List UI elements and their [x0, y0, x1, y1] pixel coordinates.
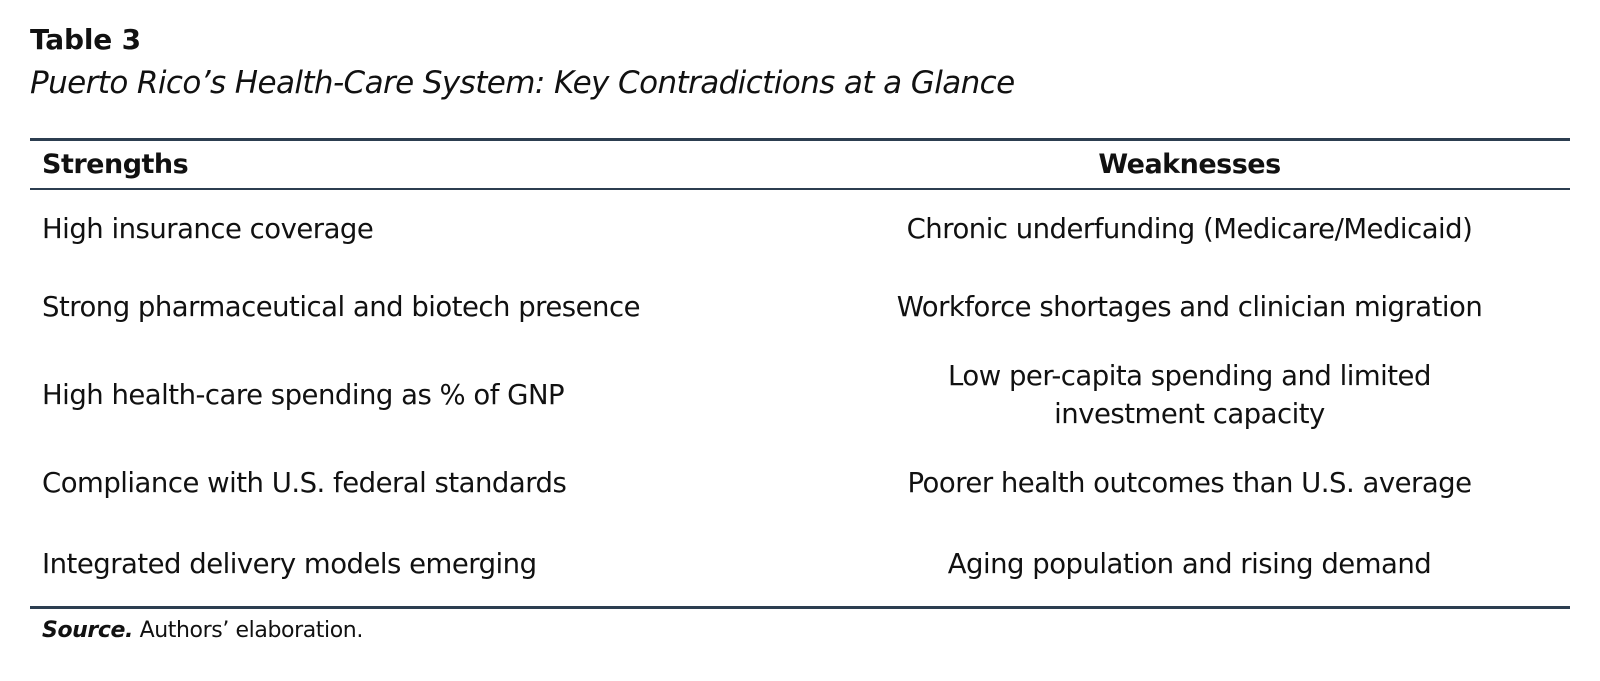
table-row [30, 268, 1570, 346]
table-row [30, 346, 1570, 444]
source-label: Source. [42, 618, 133, 643]
weakness-cell [809, 346, 1570, 444]
table-row [30, 189, 1570, 268]
header-weaknesses: Weaknesses [809, 140, 1570, 190]
table-row [30, 444, 1570, 522]
source-text: Authors’ elaboration. [133, 618, 363, 643]
strength-cell: Strong pharmaceutical and biotech presence [42, 291, 641, 323]
weakness-cell-line: investment capacity [1054, 398, 1325, 430]
header-strengths: Strengths [30, 140, 809, 190]
weakness-cell: Chronic underfunding (Medicare/Medicaid) [906, 213, 1473, 245]
table-row [30, 522, 1570, 608]
weakness-cell: Workforce shortages and clinician migration [896, 291, 1483, 323]
strength-cell: Compliance with U.S. federal standards [42, 467, 567, 499]
source-note [42, 618, 363, 643]
weakness-cell: Aging population and rising demand [809, 522, 1570, 608]
weakness-cell-line: Low per-capita spending and limited [948, 360, 1431, 392]
table-number: Table 3 [30, 23, 141, 56]
strength-cell: Integrated delivery models emerging [30, 522, 809, 608]
table-figure [30, 20, 1570, 643]
table-header-row [30, 140, 1570, 190]
strength-cell: High health-care spending as % of GNP [42, 379, 565, 411]
table-caption: Puerto Rico’s Health-Care System: Key Contradictions at a Glance [30, 65, 1015, 101]
strengths-weaknesses-table [30, 138, 1570, 609]
weakness-cell: Poorer health outcomes than U.S. average [907, 467, 1472, 499]
strength-cell: High insurance coverage [42, 213, 374, 245]
